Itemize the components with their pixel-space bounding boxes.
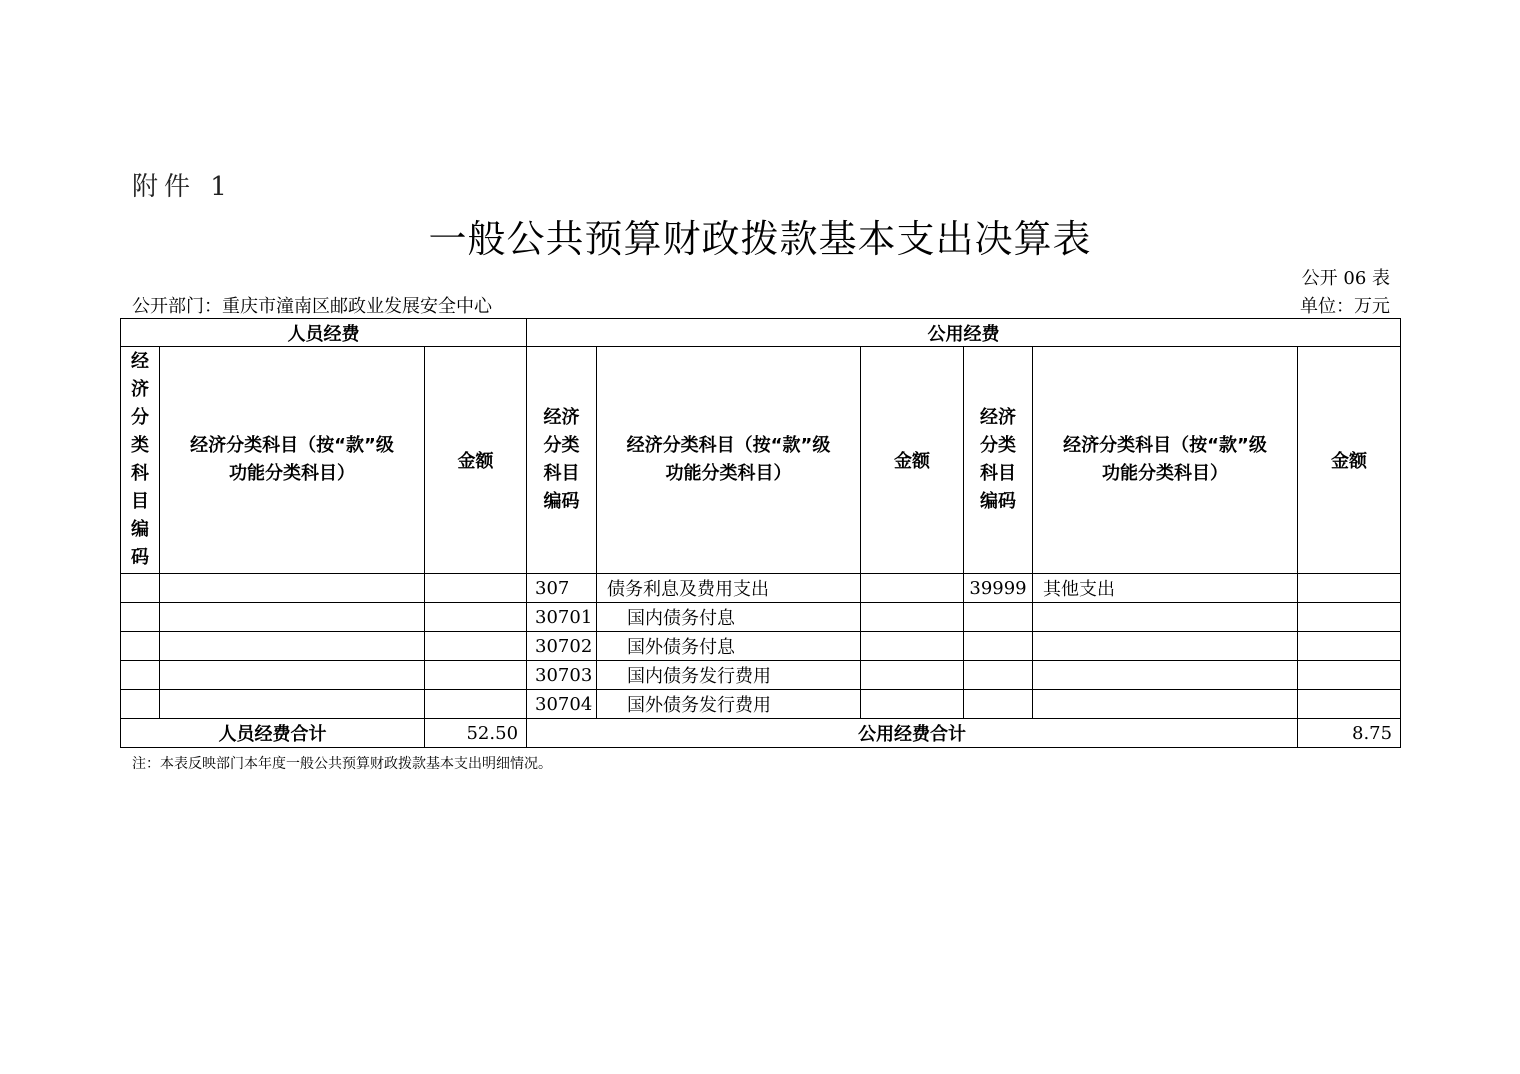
d-code-cell [964,632,1033,661]
d-amount-cell [1298,603,1401,632]
d-name-cell [1033,632,1298,661]
p-amount-cell [425,690,527,719]
p-name-cell [160,603,425,632]
table-row [121,661,1401,690]
d-code-cell [964,661,1033,690]
page-title: 一般公共预算财政拨款基本支出决算表 [428,217,1092,261]
c-name-cell: 国内债务付息 [597,603,861,632]
d-code-cell: 39999 [964,574,1033,603]
c-amount-cell [861,574,964,603]
c-amount-cell [861,690,964,719]
personnel-group-header: 人员经费 [121,319,527,347]
p-name-cell [160,574,425,603]
p-name-cell [160,632,425,661]
d-subject-header: 经济分类科目（按“款”级 功能分类科目） [1033,347,1298,574]
d-name-cell [1033,603,1298,632]
d-amount-cell [1298,574,1401,603]
c-subject-header: 经济分类科目（按“款”级 功能分类科目） [597,347,861,574]
table-row [121,632,1401,661]
personnel-total-value: 52.50 [425,719,527,748]
c-code-cell: 30702 [527,632,597,661]
table-row [121,574,1401,603]
c-amount-cell [861,603,964,632]
p-code-cell [121,603,160,632]
d-code-cell [964,690,1033,719]
d-code-header: 经济 分类 科目 编码 [964,347,1033,574]
p-subject-header: 经济分类科目（按“款”级 功能分类科目） [160,347,425,574]
d-amount-header: 金额 [1298,347,1401,574]
p-code-cell [121,661,160,690]
totals-row [121,719,1401,748]
p-name-cell [160,661,425,690]
c-name-cell: 国外债务发行费用 [597,690,861,719]
c-code-cell: 307 [527,574,597,603]
p-name-cell [160,690,425,719]
d-amount-cell [1298,632,1401,661]
budget-table [120,318,1401,748]
column-header-row [121,347,1401,574]
c-name-cell: 国外债务付息 [597,632,861,661]
c-name-cell: 国内债务发行费用 [597,661,861,690]
p-amount-cell [425,632,527,661]
c-amount-cell [861,661,964,690]
d-amount-cell [1298,661,1401,690]
d-code-cell [964,603,1033,632]
p-amount-cell [425,574,527,603]
p-amount-cell [425,661,527,690]
table-row [121,603,1401,632]
c-name-cell: 债务利息及费用支出 [597,574,861,603]
unit-label: 单位：万元 [1300,296,1390,317]
p-code-cell [121,690,160,719]
footnote: 注：本表反映部门本年度一般公共预算财政拨款基本支出明细情况。 [132,756,552,772]
table-row [121,690,1401,719]
personnel-total-label: 人员经费合计 [121,719,425,748]
public-group-header: 公用经费 [527,319,1401,347]
p-amount-header: 金额 [425,347,527,574]
c-amount-header: 金额 [861,347,964,574]
d-amount-cell [1298,690,1401,719]
department-label: 公开部门：重庆市潼南区邮政业发展安全中心 [132,296,492,317]
c-code-cell: 30704 [527,690,597,719]
c-amount-cell [861,632,964,661]
group-header-row [121,319,1401,347]
attachment-label: 附件 1 [132,172,233,202]
d-name-cell [1033,690,1298,719]
c-code-cell: 30701 [527,603,597,632]
p-amount-cell [425,603,527,632]
c-code-cell: 30703 [527,661,597,690]
public-total-value: 8.75 [1298,719,1401,748]
d-name-cell: 其他支出 [1033,574,1298,603]
d-name-cell [1033,661,1298,690]
p-code-cell [121,574,160,603]
public-total-label: 公用经费合计 [527,719,1298,748]
p-code-cell [121,632,160,661]
form-number: 公开 06 表 [1301,268,1390,289]
c-code-header: 经济 分类 科目 编码 [527,347,597,574]
p-code-header: 经 济 分 类 科 目 编 码 [121,347,160,574]
